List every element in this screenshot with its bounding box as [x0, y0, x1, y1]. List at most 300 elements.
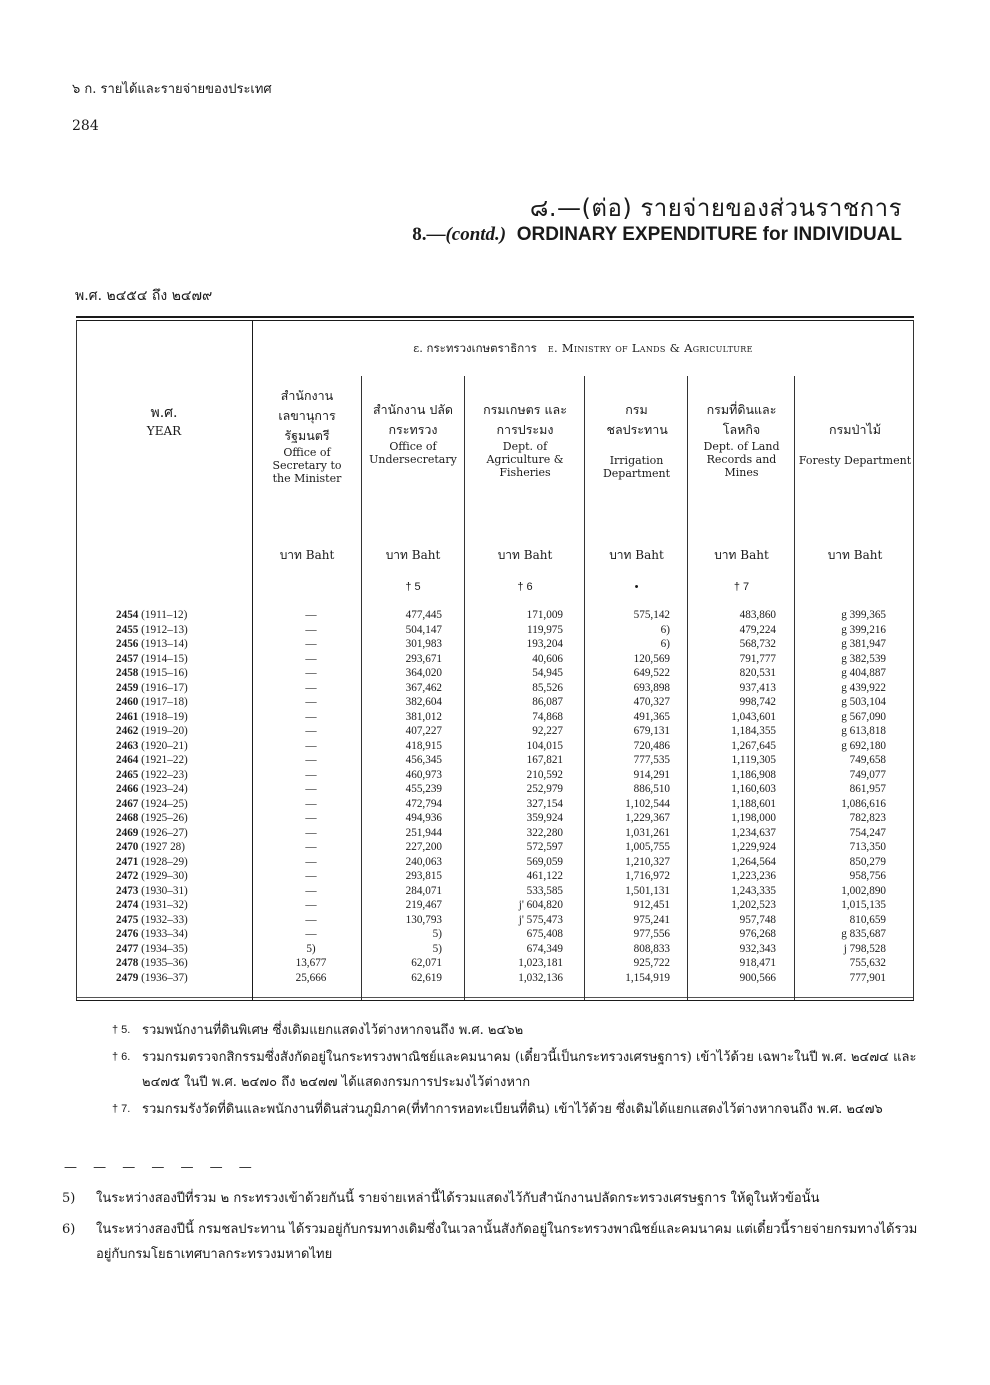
col-head-agriculture [468, 400, 582, 479]
note-mark: † 5. [112, 1024, 131, 1036]
year-cell [116, 972, 188, 984]
value-cell: 494,936 [405, 812, 442, 824]
value-cell: 359,924 [526, 812, 563, 824]
year-cell [116, 914, 188, 926]
year-be: 2470 [116, 841, 139, 853]
note-mark: † 7. [112, 1103, 131, 1115]
year-ce: (1930–31) [141, 884, 188, 897]
value-cell: 820,531 [739, 667, 776, 679]
value-cell: — [305, 623, 317, 636]
expenditure-table [76, 316, 914, 1002]
title-thai: ๘.—(ต่อ) รายจ่ายของส่วนราชการ [529, 194, 902, 222]
value-cell: — [305, 739, 317, 752]
value-cell: — [305, 681, 317, 694]
note-reference: † 6 [517, 581, 533, 593]
year-cell [116, 682, 188, 694]
year-cell [116, 827, 188, 839]
value-cell: j 798,528 [843, 942, 886, 955]
col-thai: สำนักงาน ปลัดกระทรวง [372, 402, 454, 437]
value-cell: 461,122 [526, 870, 563, 882]
ministry-heading [252, 340, 914, 358]
value-cell: 6) [660, 638, 670, 650]
value-cell: — [305, 855, 317, 868]
value-cell: 171,009 [526, 609, 563, 621]
value-cell: 1,154,919 [625, 971, 670, 984]
table-row [76, 885, 914, 900]
value-cell: 1,160,603 [731, 783, 776, 795]
year-be: 2454 [116, 609, 139, 621]
value-cell: 975,241 [633, 913, 670, 926]
col-thai: กรมเกษตร และการประมง [483, 402, 567, 437]
value-cell: 777,901 [849, 971, 886, 984]
year-cell [116, 609, 187, 621]
value-cell: 1,202,523 [731, 899, 776, 911]
table-row [76, 696, 914, 711]
value-cell: 13,677 [295, 957, 327, 969]
value-cell: 193,204 [526, 638, 563, 650]
col-english: Dept. of Land Records and Mines [703, 440, 780, 479]
value-cell: 912,451 [633, 899, 670, 911]
year-be: 2474 [116, 899, 139, 911]
note-reference: † 5 [405, 581, 421, 593]
value-cell: 119,975 [527, 623, 563, 636]
value-cell: g 381,947 [841, 638, 886, 650]
year-ce: (1936–37) [141, 971, 188, 984]
value-cell: 1,184,355 [731, 725, 776, 737]
value-cell: 1,229,367 [625, 812, 670, 824]
value-cell: — [305, 812, 317, 824]
year-be: 2473 [116, 884, 139, 897]
value-cell: 918,471 [739, 957, 776, 969]
value-cell: 491,365 [633, 710, 670, 723]
value-cell: — [305, 725, 317, 737]
note-text: รวมพนักงานที่ดินพิเศษ ซึ่งเดิมแยกแสดงไว้ต่างหากจนถึง พ.ศ. ๒๔๖๒ [142, 1023, 524, 1038]
value-cell: 1,086,616 [841, 797, 886, 810]
value-cell: 382,604 [405, 696, 442, 708]
value-cell: g 439,922 [841, 681, 886, 694]
year-ce: (1922–23) [141, 768, 188, 781]
table-row [76, 711, 914, 726]
year-be: 2467 [116, 797, 139, 810]
footnotes [62, 1186, 922, 1273]
year-cell [116, 812, 188, 824]
value-cell: — [305, 696, 317, 708]
value-cell: 575,142 [633, 609, 670, 621]
year-be: 2477 [116, 942, 139, 955]
value-cell: 674,349 [526, 942, 563, 955]
value-cell: 1,186,908 [731, 768, 776, 781]
year-be: 2466 [116, 783, 139, 795]
value-cell: 367,462 [405, 681, 442, 694]
value-cell: 749,658 [849, 754, 886, 766]
table-row [76, 972, 914, 987]
value-cell: 62,619 [411, 971, 442, 984]
table-row [76, 841, 914, 856]
value-cell: 240,063 [405, 855, 442, 868]
value-cell: 914,291 [633, 768, 670, 781]
value-cell: 998,742 [739, 696, 776, 708]
unit-label: บาท Baht [609, 548, 664, 562]
value-cell: 54,945 [532, 667, 563, 679]
table-row [76, 870, 914, 885]
value-cell: 649,522 [633, 667, 670, 679]
value-cell: 713,350 [849, 841, 886, 853]
year-be: 2465 [116, 768, 139, 781]
value-cell: 301,983 [405, 638, 442, 650]
value-cell: — [305, 609, 317, 621]
year-heading-english: YEAR [146, 424, 182, 438]
value-cell: 572,597 [526, 841, 563, 853]
year-be: 2478 [116, 957, 139, 969]
value-cell: 1,015,135 [841, 899, 886, 911]
title-text: ORDINARY EXPENDITURE for INDIVIDUAL [516, 224, 902, 245]
value-cell: 130,793 [405, 913, 442, 926]
year-be: 2462 [116, 725, 139, 737]
table-row [76, 653, 914, 668]
year-ce: (1934–35) [141, 942, 188, 955]
value-cell: 808,833 [633, 942, 670, 955]
unit-label: บาท Baht [497, 548, 553, 562]
year-be: 2479 [116, 971, 139, 984]
col-head-land-records [691, 400, 792, 479]
year-be: 2455 [116, 623, 139, 636]
table-row [76, 609, 914, 624]
value-cell: 327,154 [526, 797, 563, 810]
value-cell: 456,345 [405, 754, 442, 766]
value-cell: 791,777 [739, 652, 776, 665]
value-cell: — [305, 652, 317, 665]
value-cell: 749,077 [849, 768, 886, 781]
year-ce: (1912–13) [141, 623, 188, 636]
note-reference: • [634, 581, 639, 593]
year-ce: (1911–12) [141, 609, 188, 621]
value-cell: g 567,090 [841, 710, 886, 723]
value-cell: 477,445 [405, 609, 442, 621]
footnote-mark: 5) [62, 1191, 76, 1206]
value-cell: 958,756 [849, 870, 886, 882]
year-be: 2458 [116, 667, 139, 679]
value-cell: 104,015 [526, 739, 563, 752]
footnote-mark: 6) [62, 1222, 76, 1237]
year-column-heading [76, 404, 252, 440]
value-cell: 6) [660, 623, 670, 636]
value-cell: 861,957 [849, 783, 886, 795]
year-cell [116, 754, 188, 766]
title-english [412, 224, 902, 246]
table-row [76, 957, 914, 972]
col-thai: กรมป่าไม้ [828, 422, 881, 437]
table-row [76, 667, 914, 682]
value-cell: g 613,818 [841, 725, 886, 737]
value-cell: 5) [432, 928, 442, 940]
value-cell: 364,020 [405, 667, 442, 679]
footnote-text: ในระหว่างสองปีที่รวม ๒ กระทรวงเข้าด้วยกันนี้ รายจ่ายเหล่านี้ได้รวมแสดงไว้กับสำนักงานปลัดกระทรวงเศรษฐการ ให้ดูในหัวข้อนั้น [96, 1191, 820, 1206]
year-cell [116, 870, 188, 882]
year-be: 2459 [116, 681, 139, 694]
year-cell [116, 928, 188, 940]
top-rule [76, 316, 914, 318]
value-cell: — [305, 710, 317, 723]
value-cell: 92,227 [532, 725, 563, 737]
value-cell: — [305, 754, 317, 766]
table-row [76, 827, 914, 842]
value-cell: 810,659 [849, 913, 886, 926]
value-cell: 1,267,645 [731, 739, 776, 752]
value-cell: 886,510 [633, 783, 670, 795]
value-cell: — [305, 913, 317, 926]
year-cell [116, 667, 188, 679]
value-cell: — [305, 768, 317, 781]
table-row [76, 725, 914, 740]
year-ce: (1929–30) [141, 870, 188, 882]
value-cell: 1,188,601 [731, 797, 776, 810]
year-cell [116, 725, 188, 737]
value-cell: 85,526 [532, 681, 563, 694]
value-cell: 569,059 [526, 855, 563, 868]
year-ce: (1921–22) [141, 754, 188, 766]
value-cell: 932,343 [739, 942, 776, 955]
notes [112, 1018, 922, 1124]
value-cell: 293,671 [405, 652, 442, 665]
value-cell: — [305, 870, 317, 882]
col-thai: สำนักงาน เลขานุการ รัฐมนตรี [278, 388, 336, 443]
year-cell [116, 943, 188, 955]
year-ce: (1919–20) [141, 725, 188, 737]
year-ce: (1916–17) [141, 681, 188, 694]
year-ce: (1914–15) [141, 652, 188, 665]
year-be: 2463 [116, 739, 139, 752]
value-cell: 1,102,544 [625, 797, 670, 810]
year-cell [116, 638, 188, 650]
year-cell [116, 957, 188, 969]
year-ce: (1932–33) [141, 913, 188, 926]
col-head-forestry [798, 420, 912, 467]
value-cell: 782,823 [849, 812, 886, 824]
value-cell: 5) [432, 942, 442, 955]
year-cell [116, 885, 188, 897]
value-cell: g 835,687 [841, 928, 886, 940]
note-text: รวมกรมตรวจกสิกรรมซึ่งสังกัดอยู่ในกระทรวงพาณิชย์และคมนาคม (เดี๋ยวนี้เป็นกระทรวงเศรษฐการ) เข้าไว้ด้วย เฉพาะในปี พ.ศ. ๒๔๗๔ และ ๒๔๗๕ ในปี พ.ศ. ๒๔๗๐ ถึง ๒๔๗๗ ได้แสดงกรมการประมงไว้ต่างหาก [142, 1050, 917, 1090]
unit-label: บาท Baht [714, 548, 769, 562]
value-cell: 210,592 [526, 768, 563, 781]
value-cell: 533,585 [526, 884, 563, 897]
year-ce: (1923–24) [141, 783, 188, 795]
year-be: 2476 [116, 928, 139, 940]
table-row [76, 638, 914, 653]
note-text: รวมกรมรังวัดที่ดินและพนักงานที่ดินส่วนภูมิภาค(ที่ทำการหอทะเบียนที่ดิน) เข้าไว้ด้วย ซึ่งเดิมได้แยกแสดงไว้ต่างหากจนถึง พ.ศ. ๒๔๗๖ [142, 1102, 883, 1117]
value-cell: 251,944 [405, 826, 442, 839]
value-cell: 25,666 [295, 971, 327, 984]
years-range: พ.ศ. ๒๔๕๔ ถึง ๒๔๗๙ [75, 288, 213, 304]
value-cell: 1,229,924 [731, 841, 776, 853]
col-thai: กรมที่ดินและ โลหกิจ [706, 402, 777, 437]
table-row [76, 682, 914, 697]
year-cell [116, 798, 188, 810]
table-row [76, 740, 914, 755]
unit-label: บาท Baht [385, 548, 441, 562]
table-body [76, 609, 914, 986]
value-cell: 693,898 [633, 681, 670, 694]
note-reference: † 7 [733, 581, 750, 593]
year-be: 2468 [116, 812, 139, 824]
value-cell: 120,569 [633, 652, 670, 665]
value-cell: 479,224 [739, 623, 776, 636]
section-header: ๖ ก. รายได้และรายจ่ายของประเทศ [72, 82, 272, 97]
table-row [76, 769, 914, 784]
year-cell [116, 696, 188, 708]
year-cell [116, 899, 188, 911]
value-cell: j' 575,473 [518, 913, 563, 926]
year-be: 2472 [116, 870, 139, 882]
value-cell: 1,002,890 [841, 884, 886, 897]
year-be: 2469 [116, 826, 139, 839]
value-cell: 322,280 [526, 826, 563, 839]
year-be: 2475 [116, 913, 139, 926]
value-cell: — [305, 928, 317, 940]
value-cell: 850,279 [849, 855, 886, 868]
value-cell: 1,716,972 [625, 870, 670, 882]
value-cell: 1,501,131 [625, 884, 670, 897]
value-cell: 252,979 [526, 783, 563, 795]
year-be: 2471 [116, 855, 139, 868]
col-head-irrigation [588, 400, 685, 480]
year-ce: (1924–25) [141, 797, 188, 810]
ministry-thai: ε. กระทรวงเกษตราธิการ [413, 341, 537, 355]
year-be: 2457 [116, 652, 139, 665]
value-cell: 1,023,181 [518, 957, 563, 969]
value-cell: 470,327 [633, 696, 670, 708]
value-cell: 937,413 [739, 681, 776, 694]
year-ce: (1926–27) [141, 826, 188, 839]
value-cell: 40,606 [532, 652, 563, 665]
col-english: Dept. of Agriculture & Fisheries [486, 440, 564, 479]
table-row [76, 812, 914, 827]
footnote-text: ในระหว่างสองปีนี้ กรมชลประทาน ได้รวมอยู่กับกรมทางเดิมซึ่งในเวลานั้นสังกัดอยู่ในกระทรวงพาณิชย์และคมนาคม แต่เดี๋ยวนี้รายจ่ายกรมทางได้รวมอยู่กับกรมโยธาเทศบาลกระทรวงมหาดไทย [96, 1222, 918, 1262]
value-cell: 86,087 [532, 696, 563, 708]
value-cell: 1,243,335 [731, 884, 776, 897]
table-row [76, 943, 914, 958]
value-cell: 293,815 [405, 870, 442, 882]
year-heading-thai: พ.ศ. [150, 405, 178, 421]
year-be: 2464 [116, 754, 139, 766]
table-row [76, 914, 914, 929]
ministry-english: ε. Ministry of Lands & Agriculture [547, 341, 753, 355]
footnote-5 [62, 1186, 922, 1211]
value-cell: 418,915 [405, 739, 442, 752]
value-cell: 900,566 [739, 971, 776, 984]
bottom-rule [76, 1000, 914, 1001]
col-head-secretary [256, 386, 358, 485]
year-cell [116, 841, 185, 853]
value-cell: 62,071 [411, 957, 442, 969]
value-cell: 167,821 [526, 754, 563, 766]
value-cell: g 399,216 [841, 623, 886, 636]
value-cell: 1,198,000 [731, 812, 776, 824]
year-cell [116, 711, 188, 723]
value-cell: 1,234,637 [731, 826, 776, 839]
year-cell [116, 653, 188, 665]
value-cell: — [305, 899, 317, 911]
value-cell: — [305, 783, 317, 795]
value-cell: 407,227 [405, 725, 442, 737]
value-cell: g 692,180 [841, 739, 886, 752]
note-mark: † 6. [112, 1051, 131, 1063]
value-cell: — [305, 638, 317, 650]
value-cell: — [305, 667, 317, 679]
table-row [76, 754, 914, 769]
value-cell: 925,722 [633, 957, 670, 969]
value-cell: — [305, 841, 317, 853]
year-cell [116, 783, 188, 795]
year-ce: (1913–14) [141, 638, 188, 650]
value-cell: 1,223,236 [731, 870, 776, 882]
title-number: 8.— [412, 224, 446, 245]
footnote-6 [62, 1217, 922, 1267]
value-cell: 455,239 [405, 783, 442, 795]
col-thai: กรม ชลประทาน [606, 402, 668, 437]
value-cell: 957,748 [739, 913, 776, 926]
value-cell: 1,031,261 [625, 826, 670, 839]
value-cell: 219,467 [405, 899, 442, 911]
value-cell: 675,408 [526, 928, 563, 940]
page-number: 284 [72, 118, 99, 134]
year-ce: (1935–36) [141, 957, 188, 969]
value-cell: 74,868 [532, 710, 563, 723]
value-cell: 568,732 [739, 638, 776, 650]
value-cell: 472,794 [405, 797, 442, 810]
value-cell: 460,973 [405, 768, 442, 781]
unit-label: บาท Baht [827, 548, 883, 562]
value-cell: 1,032,136 [518, 971, 563, 984]
year-ce: (1917–18) [141, 696, 188, 708]
value-cell: j' 604,820 [518, 899, 563, 911]
bottom-rule-thin [76, 997, 914, 998]
year-ce: (1925–26) [141, 812, 188, 824]
year-ce: (1931–32) [141, 899, 188, 911]
value-cell: 483,860 [739, 609, 776, 621]
year-ce: (1918–19) [141, 710, 188, 723]
value-cell: g 503,104 [841, 696, 886, 708]
value-cell: 755,632 [849, 957, 886, 969]
table-row [76, 624, 914, 639]
note-5 [112, 1018, 922, 1043]
top-rule-thin [76, 320, 914, 321]
year-ce: (1928–29) [141, 855, 188, 868]
value-cell: g 382,539 [841, 652, 886, 665]
value-cell: 977,556 [633, 928, 670, 940]
year-cell [116, 856, 188, 868]
footnote-separator: — — — — — — — [64, 1160, 258, 1175]
col-english: Office of Undersecretary [369, 440, 457, 466]
year-ce: (1933–34) [141, 928, 188, 940]
year-ce: (1927 28) [141, 841, 185, 853]
value-cell: 284,071 [405, 884, 442, 897]
value-cell: 976,268 [739, 928, 776, 940]
table-row [76, 798, 914, 813]
year-be: 2456 [116, 638, 139, 650]
value-cell: 1,264,564 [731, 855, 776, 868]
value-cell: 1,005,755 [625, 841, 670, 853]
value-cell: — [305, 797, 317, 810]
value-cell: g 399,365 [841, 609, 886, 621]
note-7 [112, 1097, 922, 1122]
value-cell: — [305, 826, 317, 839]
note-6 [112, 1045, 922, 1095]
col-english: Office of Secretary to the Minister [272, 446, 342, 485]
year-ce: (1915–16) [141, 667, 188, 679]
table-row [76, 928, 914, 943]
year-be: 2461 [116, 710, 139, 723]
